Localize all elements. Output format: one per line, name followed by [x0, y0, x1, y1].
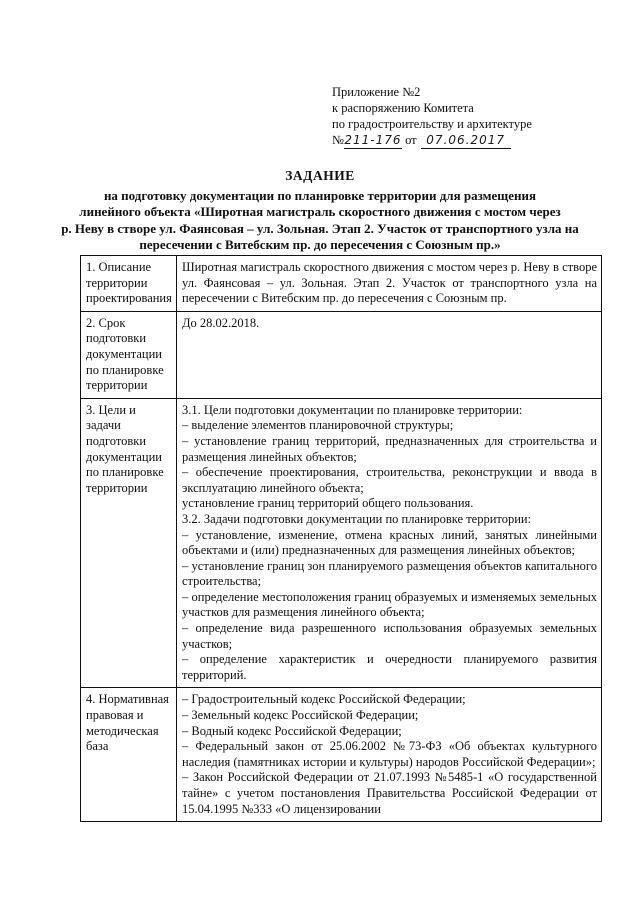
- row-content: [177, 688, 602, 822]
- row-paragraph: – установление границ зон планируемого размещения объектов капитального строительства;: [182, 558, 597, 589]
- row-label: 2. Срок подготовки документации по планировке территории: [81, 311, 177, 398]
- row-label: 4. Нормативная правовая и методическая база: [81, 688, 177, 822]
- row-paragraph: – определение вида разрешенного использования образуемых земельных участков;: [182, 621, 597, 651]
- task-table: [80, 255, 602, 822]
- title-heading: ЗАДАНИЕ: [285, 168, 355, 183]
- appendix-line-3: по градостроительству и архитектуре: [332, 117, 532, 131]
- row-paragraph: – выделение элементов планировочной структуры;: [182, 418, 454, 433]
- table-row: [81, 256, 602, 312]
- handwritten-date: 07.06.2017: [421, 132, 511, 149]
- document-title: [40, 168, 600, 254]
- title-line-3: р. Неву в створе ул. Фаянсовая – ул. Зольная. Этап 2. Участок от транспортного узла на: [61, 220, 579, 236]
- row-paragraph: 3.2. Задачи подготовки документации по планировке территории:: [182, 511, 532, 526]
- row-label: 3. Цели и задачи подготовки документации по планировке территории: [81, 398, 177, 688]
- row-paragraph: – обеспечение проектирования, строительства, реконструкции и ввода в эксплуатацию линейного объекта;: [182, 465, 597, 495]
- row-paragraph: – установление границ территорий, предназначенных для строительства и размещения линейных объектов;: [182, 433, 597, 464]
- row-content: [177, 398, 602, 688]
- appendix-number-line: [332, 132, 532, 149]
- row-paragraph: – Закон Российской Федерации от 21.07.1993 №5485-1 «О государственной тайне» с учетом постановления Правительства Российской Федерации от 15.04.1995 №333 «О лицензировании: [182, 770, 597, 816]
- row-paragraph: – определение местоположения границ образуемых и изменяемых земельных участков для размещения линейного объекта;: [182, 589, 597, 620]
- table-row: [81, 398, 602, 688]
- row-paragraph: Широтная магистраль скоростного движения с мостом через р. Неву в створе ул. Фаянсовая – ул. Зольная. Этап 2. Участок от транспортного узла на пересечении с Витебским пр. до пересечения с Союзным пр.: [182, 260, 597, 306]
- row-content: [177, 311, 602, 398]
- row-paragraph: До 28.02.2018.: [182, 315, 260, 330]
- appendix-line-1: Приложение №2: [332, 85, 421, 99]
- handwritten-number: 211-176: [344, 133, 402, 147]
- row-paragraph: – Земельный кодекс Российской Федерации;: [182, 708, 419, 723]
- appendix-line-2: к распоряжению Комитета: [332, 101, 474, 115]
- title-line-2: линейного объекта «Широтная магистраль скоростного движения с мостом через: [79, 204, 561, 219]
- table-row: [81, 311, 602, 398]
- row-paragraph: 3.1. Цели подготовки документации по планировке территории:: [182, 402, 523, 417]
- row-label: 1. Описание территории проектирования: [81, 256, 177, 312]
- row-paragraph: – установление, изменение, отмена красных линий, занятых линейными объектами и (или) предназначенных для размещения линейных объектов;: [182, 527, 597, 558]
- row-paragraph: – Водный кодекс Российской Федерации;: [182, 723, 402, 738]
- number-prefix: №: [332, 133, 344, 147]
- appendix-header: [332, 84, 532, 149]
- row-paragraph: – Градостроительный кодекс Российской Федерации;: [182, 692, 466, 707]
- row-paragraph: – Федеральный закон от 25.06.2002 №73-ФЗ «Об объектах культурного наследия (памятниках истории и культуры) народов Российской Федерации»;: [182, 739, 597, 769]
- title-line-1: на подготовку документации по планировке территории для размещения: [103, 187, 537, 203]
- row-paragraph: – определение характеристик и очередности планируемого развития территорий.: [182, 652, 597, 682]
- table-row: [81, 688, 602, 822]
- row-content: [177, 256, 602, 312]
- title-line-4: пересечении с Витебским пр. до пересечения с Союзным пр.»: [139, 237, 501, 252]
- date-prefix: от: [405, 133, 417, 147]
- row-paragraph: установление границ территорий общего пользования.: [182, 496, 474, 511]
